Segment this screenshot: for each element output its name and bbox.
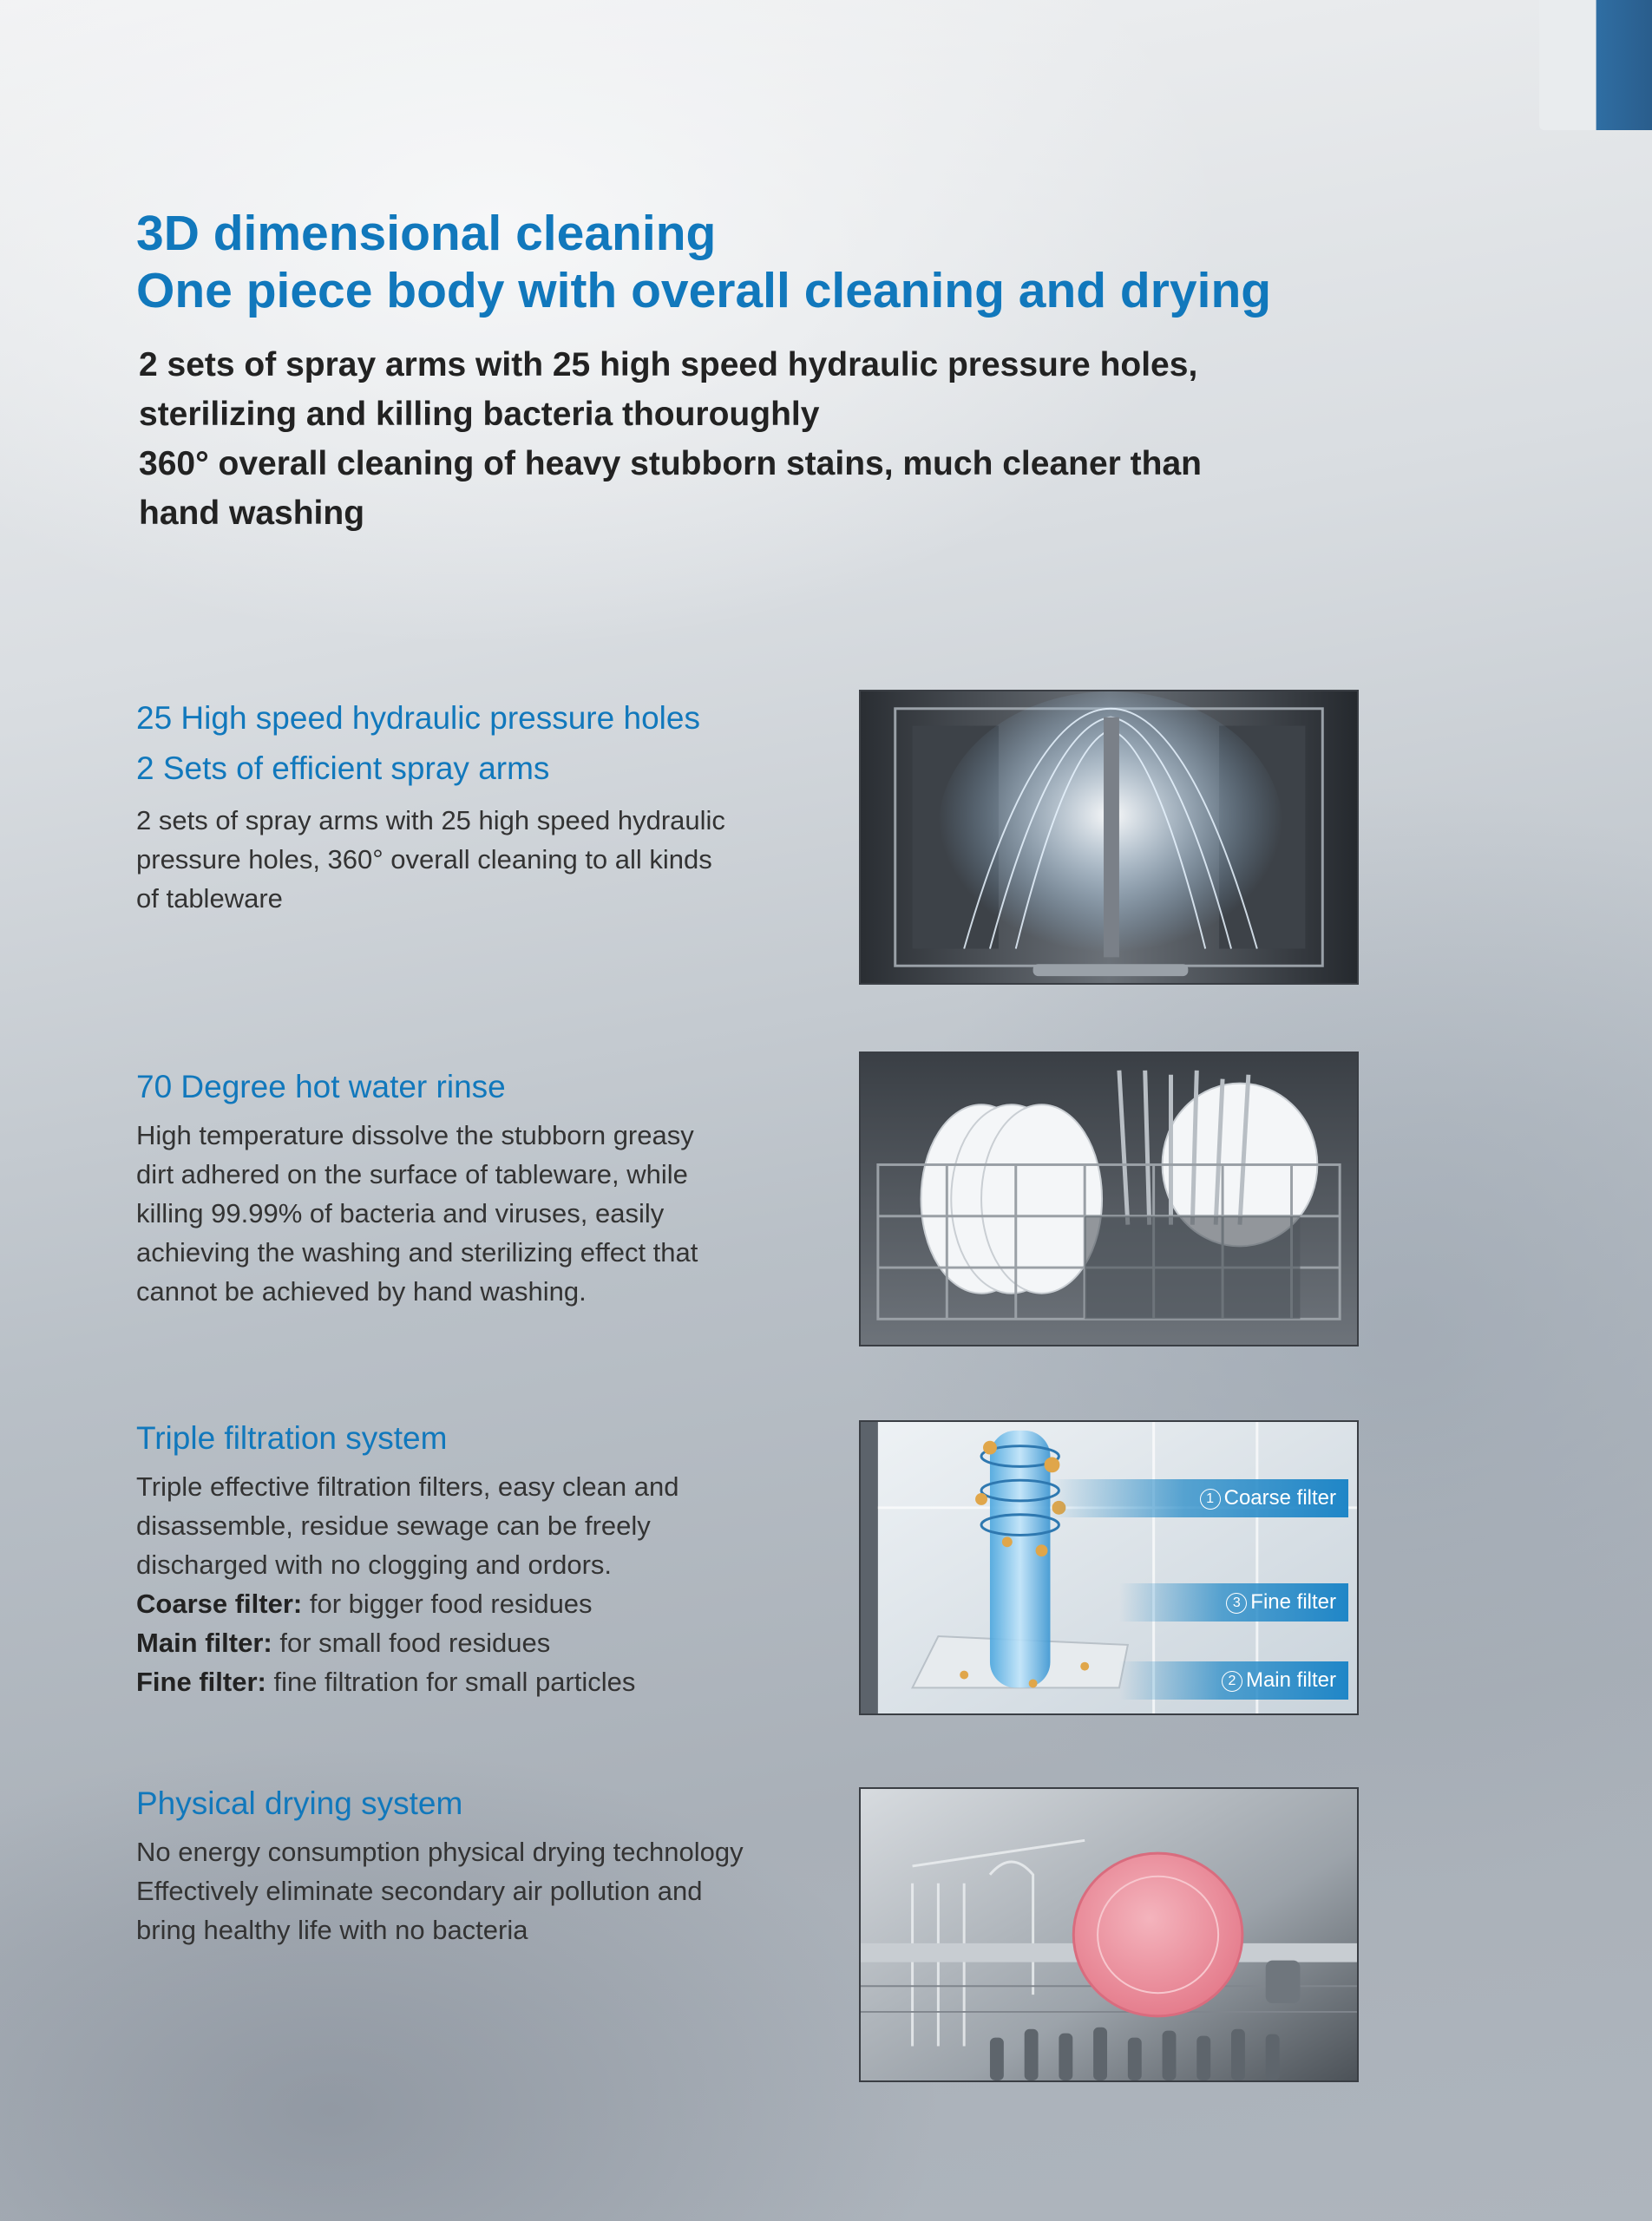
corner-decoration	[1539, 0, 1652, 130]
feature-description-line: Triple effective filtration filters, easy clean and	[136, 1471, 679, 1502]
intro-line-1: 2 sets of spray arms with 25 high speed hydraulic pressure holes,	[139, 346, 1198, 383]
image-label-main-filter	[1119, 1661, 1348, 1700]
feature-spray-arms	[136, 693, 796, 918]
intro-paragraph	[139, 340, 1354, 538]
page-headline	[136, 205, 1271, 319]
intro-line-3: 360° overall cleaning of heavy stubborn stains, much cleaner than	[139, 445, 1202, 482]
intro-line-4: hand washing	[139, 495, 365, 532]
image-label-fine-filter	[1119, 1583, 1348, 1622]
feature-description-line: disassemble, residue sewage can be freely	[136, 1510, 651, 1541]
feature-description-line: cannot be achieved by hand washing.	[136, 1276, 587, 1307]
filter-coarse-line	[136, 1584, 796, 1623]
headline-line-2: One piece body with overall cleaning and drying	[136, 263, 1272, 318]
feature-description-line: achieving the washing and sterilizing effect that	[136, 1237, 698, 1268]
image-label-number: 1	[1200, 1489, 1221, 1510]
image-label-number: 3	[1226, 1593, 1247, 1614]
feature-description-line: No energy consumption physical drying technology	[136, 1837, 744, 1867]
feature-description-line: dirt adhered on the surface of tableware, while	[136, 1159, 688, 1189]
intro-line-2: sterilizing and killing bacteria thouroughly	[139, 396, 820, 433]
feature-filtration	[136, 1413, 796, 1701]
feature-title	[136, 1779, 796, 1829]
drying-photo	[859, 1787, 1359, 2082]
image-label-coarse-filter	[1050, 1479, 1348, 1517]
spray-arms-photo	[859, 690, 1359, 985]
filter-coarse-label: Coarse filter:	[136, 1589, 303, 1619]
image-label-text: Main filter	[1245, 1668, 1336, 1692]
feature-description-line: bring healthy life with no bacteria	[136, 1915, 528, 1945]
feature-description-line: killing 99.99% of bacteria and viruses, easily	[136, 1198, 665, 1228]
filter-diagram-photo	[859, 1420, 1359, 1715]
headline-line-1: 3D dimensional cleaning	[136, 206, 717, 261]
dish-rack-photo	[859, 1052, 1359, 1346]
filter-main-line	[136, 1623, 796, 1662]
filter-fine-desc: fine filtration for small particles	[266, 1667, 636, 1697]
filter-main-desc: for small food residues	[272, 1628, 551, 1658]
feature-description	[136, 1832, 796, 1949]
feature-title-line: 25 High speed hydraulic pressure holes	[136, 700, 700, 736]
feature-description	[136, 801, 796, 918]
filter-fine-line	[136, 1662, 796, 1701]
feature-title	[136, 1413, 796, 1464]
feature-description	[136, 1467, 796, 1701]
feature-description	[136, 1116, 796, 1311]
feature-description-line: Effectively eliminate secondary air pollution and	[136, 1876, 703, 1906]
feature-description-line: pressure holes, 360° overall cleaning to all kinds	[136, 844, 712, 875]
feature-title-line: Triple filtration system	[136, 1420, 448, 1456]
filter-coarse-desc: for bigger food residues	[302, 1589, 593, 1619]
feature-description-line: discharged with no clogging and ordors.	[136, 1549, 613, 1580]
feature-physical-drying	[136, 1779, 796, 1949]
image-label-text: Coarse filter	[1223, 1486, 1336, 1510]
feature-title-line: 2 Sets of efficient spray arms	[136, 750, 550, 786]
feature-title-line: 70 Degree hot water rinse	[136, 1069, 506, 1104]
feature-title	[136, 693, 796, 794]
image-label-number: 2	[1222, 1671, 1242, 1692]
feature-description-line: 2 sets of spray arms with 25 high speed hydraulic	[136, 805, 725, 835]
image-label-text: Fine filter	[1250, 1590, 1336, 1614]
feature-title	[136, 1062, 796, 1112]
feature-hot-water-rinse	[136, 1062, 796, 1311]
filter-main-label: Main filter:	[136, 1628, 272, 1658]
feature-description-line: of tableware	[136, 883, 283, 914]
feature-description-line: High temperature dissolve the stubborn greasy	[136, 1120, 694, 1150]
feature-title-line: Physical drying system	[136, 1785, 463, 1821]
filter-fine-label: Fine filter:	[136, 1667, 266, 1697]
